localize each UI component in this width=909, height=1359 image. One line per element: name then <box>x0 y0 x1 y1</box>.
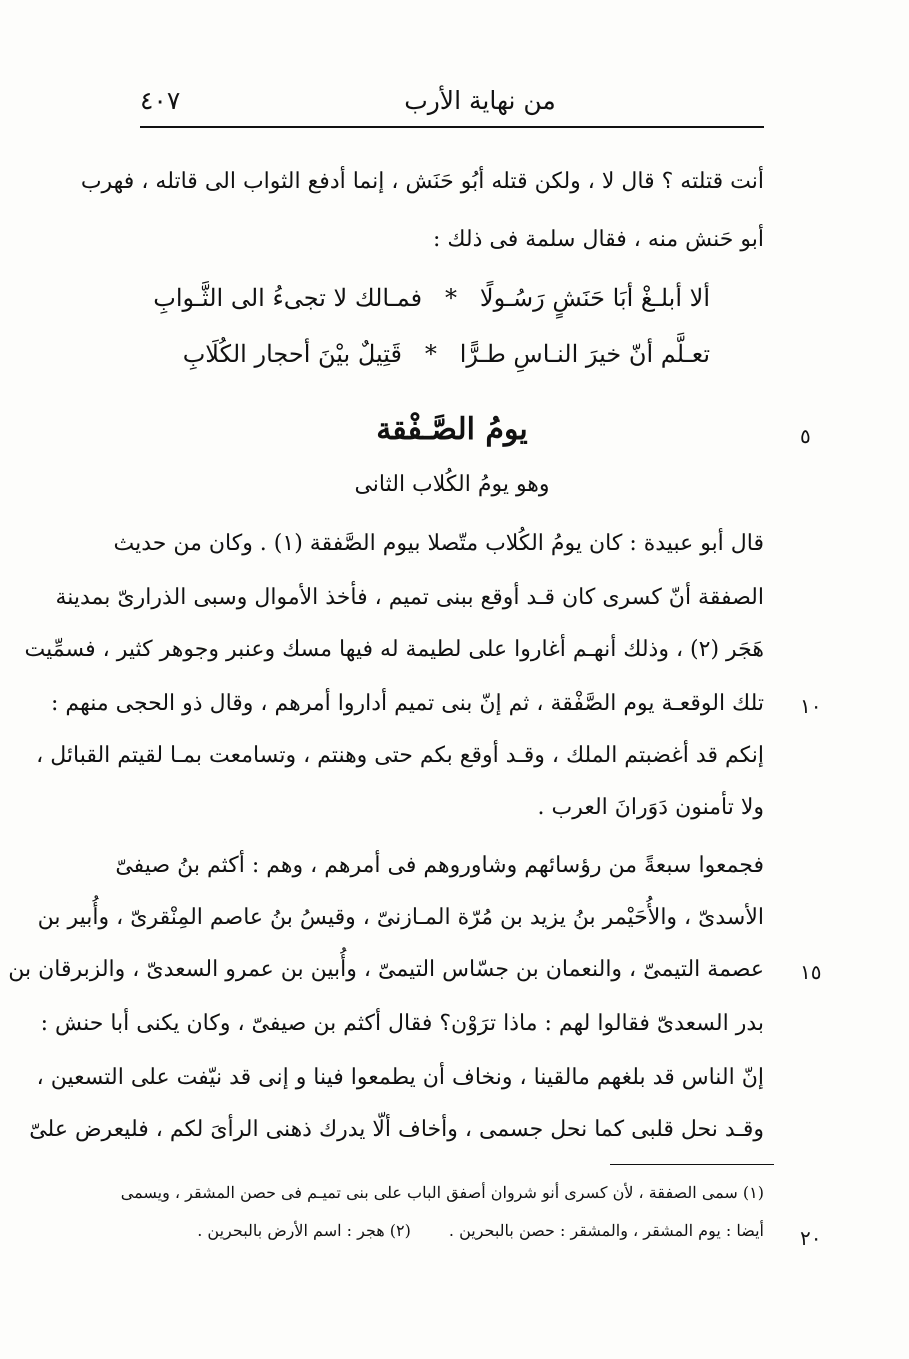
text-line: الصفقة أنّ كسرى كان قـد أوقع ببنى تميم ، فأخذ الأموال وسبى الذرارىّ بمدينة <box>55 585 764 610</box>
verse-separator: * <box>444 284 457 312</box>
margin-line-number: ١٠ <box>800 694 822 718</box>
footnote-text: (٢) هجر : اسم الأرض بالبحرين . <box>197 1221 411 1240</box>
footnote-rule <box>610 1164 774 1165</box>
verse-first-hemistich: ألا أبلـغْ أبَا حَنَشٍ رَسُـولًا <box>479 284 710 312</box>
verse-separator: * <box>424 340 437 368</box>
text-line: إنّ الناس قد بلغهم مالقينا ، ونخاف أن يطمعوا فينا و إنى قد نيّفت على التسعين ، <box>36 1065 764 1090</box>
footnote-text: أيضا : يوم المشقر ، والمشقر : حصن بالبحرين . <box>448 1221 764 1240</box>
margin-line-number: ١٥ <box>800 960 822 984</box>
text-line: إنكم قد أغضبتم الملك ، وقـد أوقع بكم حتى وهنتم ، وتسامعت بمـا لقيتم القبائل ، <box>36 743 764 768</box>
running-title: من نهاية الأرب <box>404 86 556 115</box>
verse-first-hemistich: تعـلَّم أنّ خيرَ النـاسِ طـرًّا <box>459 340 710 368</box>
text-line: ولا تأمنون دَوَرانَ العرب . <box>537 795 764 820</box>
text-line: تلك الوقعـة يوم الصَّفْقة ، ثم إنّ بنى تميم أداروا أمرهم ، وقال ذو الحجى منهم : <box>51 691 764 716</box>
text-line: بدر السعدىّ فقالوا لهم : ماذا ترَوْن؟ فقال أكثم بن صيفىّ ، وكان يكنى أبا حنش : <box>40 1011 764 1036</box>
text-line: عصمة التيمىّ ، والنعمان بن جسّاس التيمىّ ، وأُبين بن عمرو السعدىّ ، والزبرقان بن <box>8 957 764 982</box>
section-subtitle: وهو يومُ الكُلاب الثانى <box>354 472 550 497</box>
header-rule <box>140 126 764 128</box>
verse-line <box>182 332 710 376</box>
text-line: الأسدىّ ، والأُحَيْمر بنُ يزيد بن مُرّة المـازنىّ ، وقيسُ بنُ عاصم المِنْقرىّ ، وأُبير بن <box>37 905 764 930</box>
text-line: وقـد نحل قلبى كما نحل جسمى ، وأخاف ألّا يدرك ذهنى الرأىَ لكم ، فليعرض علىّ <box>29 1117 764 1142</box>
text-line: فجمعوا سبعةً من رؤسائهم وشاوروهم فى أمرهم ، وهم : أكثم بنُ صيفىّ <box>115 853 764 878</box>
text-line: هَجَر (٢) ، وذلك أنهـم أغاروا على لطيمة له فيها مسك وعنبر وجوهر كثير ، فسمِّيت <box>24 637 764 662</box>
verse-line <box>153 276 710 320</box>
margin-line-number: ٢٠ <box>800 1226 822 1250</box>
page-number: ٤٠٧ <box>140 86 181 115</box>
verse-second-hemistich: فمـالك لا تجىءُ الى الثَّـوابِ <box>153 284 423 312</box>
margin-line-number: ٥ <box>800 424 811 448</box>
footnote-line: (١) سمى الصفقة ، لأن كسرى أنو شروان أصفق الباب على بنى تميـم فى حصن المشقر ، ويسمى <box>120 1183 764 1202</box>
section-title: يومُ الصَّـفْقة <box>376 412 528 447</box>
text-line: قال أبو عبيدة : كان يومُ الكُلاب متّصلا بيوم الصَّفقة (١) . وكان من حديث <box>113 531 764 556</box>
footnote-line <box>140 1216 764 1246</box>
verse-second-hemistich: قَتِيلٌ بيْنَ أحجار الكُلَابِ <box>182 340 402 368</box>
text-line: أبو حَنش منه ، فقال سلمة فى ذلك : <box>432 227 764 252</box>
text-line: أنت قتلته ؟ قال لا ، ولكن قتله أبُو حَنَش ، إنما أدفع الثواب الى قاتله ، فهرب <box>80 169 764 194</box>
